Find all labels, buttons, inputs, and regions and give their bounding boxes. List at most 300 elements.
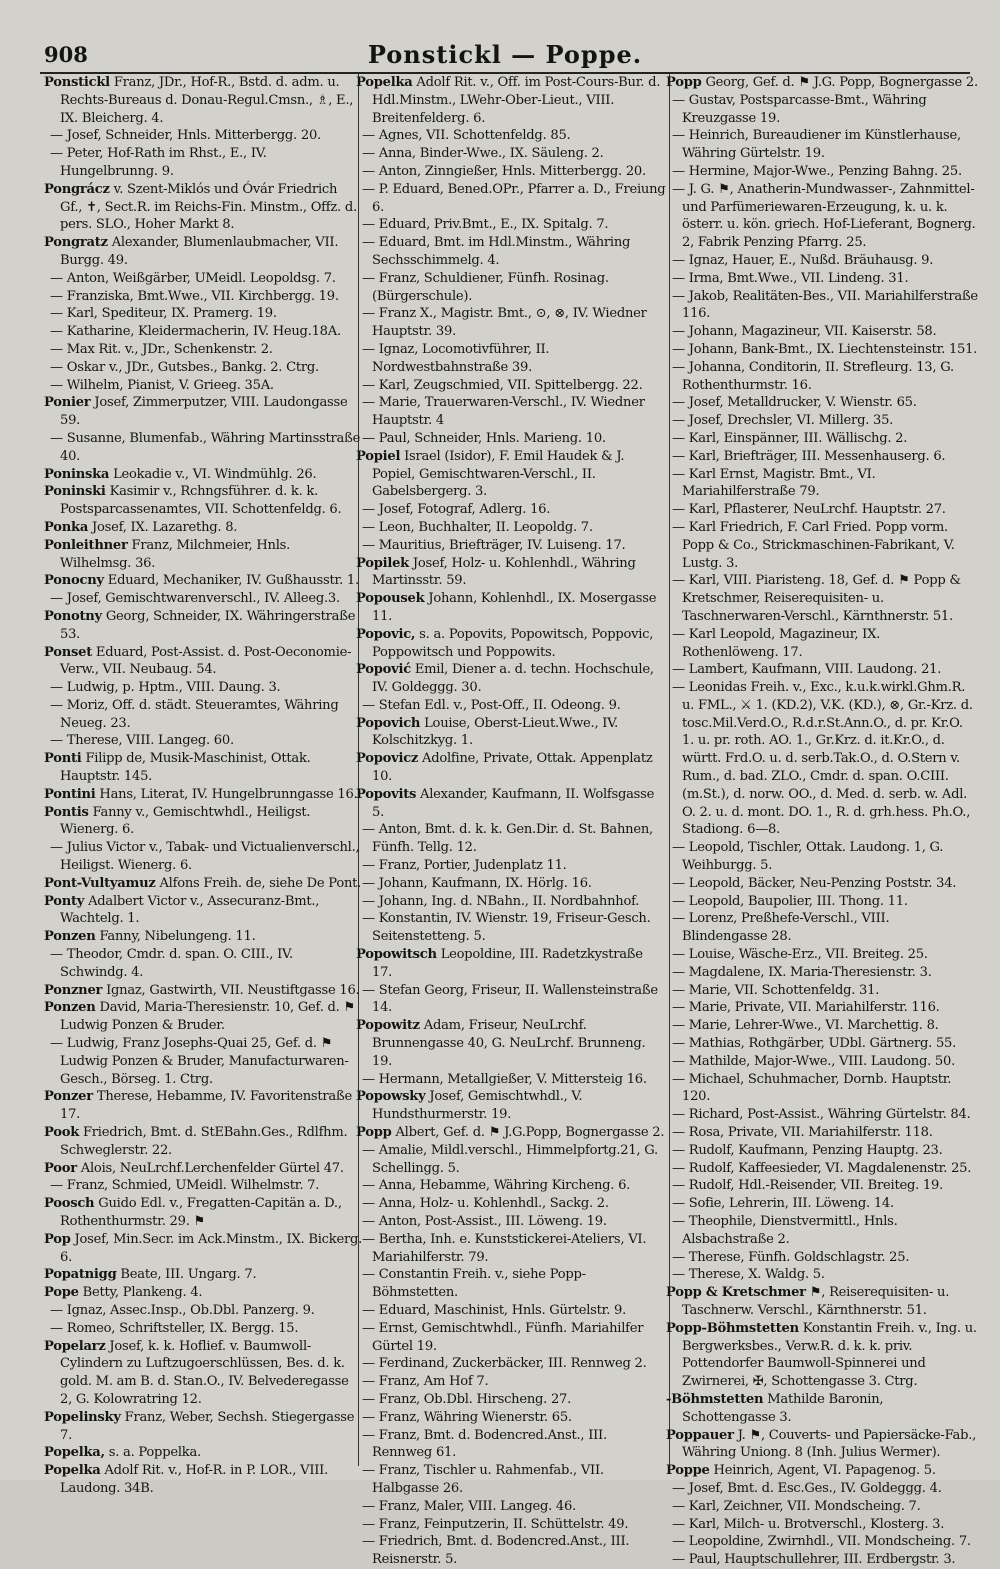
directory-entry [666,1213,978,1249]
directory-entry [356,590,666,626]
entry-details: — Wilhelm, Pianist, V. Grieeg. 35A. [50,377,274,393]
directory-entry [356,982,666,1018]
directory-entry [356,910,666,946]
directory-entry [666,875,978,893]
entry-surname: Poppauer [666,1427,734,1443]
directory-entry [356,1516,666,1534]
directory-entry [666,1195,978,1213]
entry-surname: Popelka [44,1463,101,1479]
entry-details: — Karl, Einspänner, III. Wällischg. 2. [672,430,908,446]
directory-entry [666,341,978,359]
entry-details: — Leopoldine, Zwirnhdl., VII. Mondscheing. 7. [672,1534,971,1550]
entry-details: — Marie, VII. Schottenfeldg. 31. [672,982,880,998]
entry-details: — Karl, Spediteur, IX. Pramerg. 19. [50,306,277,322]
entry-details: — Moriz, Off. d. städt. Steueramtes, Währing Neueg. 23. [50,697,339,731]
entry-details: Eduard, Mechaniker, IV. Gußhausstr. 1. [103,573,359,589]
directory-entry [666,1124,978,1142]
directory-entry [666,501,978,519]
entry-details: — Paul, Schneider, Hnls. Marieng. 10. [362,430,606,446]
entry-details: — Amalie, Mildl.verschl., Himmelpfortg.21, G. Schellingg. 5. [362,1142,658,1176]
entry-surname: Pook [44,1125,80,1141]
entry-details: — Jakob, Realitäten-Bes., VII. Mariahilferstraße 116. [672,288,978,322]
directory-entry [666,982,978,1000]
entry-details: — Karl Friedrich, F. Carl Fried. Popp vorm. Popp & Co., Strickmaschinen-Fabrikant, V. Lustg. 3. [672,519,955,571]
directory-entry [44,270,362,288]
entry-details: — Josef, Gemischtwarenverschl., IV. Alleeg.3. [50,591,340,607]
entry-details: — Agnes, VII. Schottenfeldg. 85. [362,128,571,144]
directory-entry [356,1409,666,1427]
entry-details: — Marie, Private, VII. Mariahilferstr. 116. [672,1000,940,1016]
directory-entry [44,1409,362,1445]
entry-details: v. Szent-Miklós und Óvár Friedrich Gf., ✝, Sect.R. im Reichs-Fin. Minstm., Offz. d. pers. SLO., Hoher Markt 8. [60,181,357,233]
entry-details: — Franz, Währing Wienerstr. 65. [362,1409,572,1425]
entry-details: — Katharine, Kleidermacherin, IV. Heug.18A. [50,324,341,340]
directory-entry [666,288,978,324]
directory-entry [44,537,362,573]
entry-details: Ignaz, Gastwirth, VII. Neustiftgasse 16. [102,982,360,998]
directory-entry [356,1302,666,1320]
entry-details: Josef, Gemischtwhdl., V. Hundsthurmerstr. 19. [372,1089,583,1123]
directory-entry [44,750,362,786]
entry-details: Georg, Gef. d. ⚑ J.G. Popp, Bognergasse 2. [701,75,978,90]
entry-details: — Karl, Pflasterer, NeuLrchf. Hauptstr. 27. [672,502,946,518]
entry-details: Leokadie v., VI. Windmühlg. 26. [109,466,317,482]
entry-details: — Ferdinand, Zuckerbäcker, III. Rennweg 2. [362,1356,647,1372]
entry-surname: Poninski [44,484,106,500]
entry-surname: Popovic, [356,626,416,642]
entry-surname: Popousek [356,591,425,607]
entry-details: Heinrich, Agent, VI. Papagenog. 5. [709,1463,936,1479]
column-3 [666,74,978,1568]
entry-details: — Franziska, Bmt.Wwe., VII. Kirchbergg. 19. [50,288,339,304]
entry-details: Alexander, Blumenlaubmacher, VII. Burgg. 49. [60,235,339,268]
entry-details: — Mauritius, Briefträger, IV. Luiseng. 17. [362,537,626,553]
directory-entry [666,1480,978,1498]
entry-surname: Ponset [44,644,92,660]
entry-surname: Popovits [356,786,417,802]
entry-details: — Constantin Freih. v., siehe Popp-Böhmstetten. [362,1267,586,1301]
entry-details: — Franz, Maler, VIII. Langeg. 46. [362,1498,576,1514]
directory-entry [356,181,666,217]
directory-entry [44,341,362,359]
entry-details: — Franz, Tischler u. Rahmenfab., VII. Halbgasse 26. [362,1463,604,1496]
entry-details: — Leonidas Freih. v., Exc., k.u.k.wirkl.Ghm.R. u. FML., ⚔ 1. (KD.2), V.K. (KD.), ⊗, Gr.-Krz. d. tosc.Mil.Verd.O., R.d.r.St.Ann.O., d. pr. Kr.O. 1. u. pr. roth. AO. 1., Gr.Krz. d. it.Kr.O., d. württ. Frd.O. u. d. serb.Tak.O., d. O.Stern v. Rum., d. bad. ZLO., Cmdr. d. span. O.CIII. (m.St.), d. norw. OO., d. Med. d. serb. w. Adl. O. 2. u. d. mont. DO. 1., R. d. grh.hess. Ph.O., Stadiong. 6—8. [672,680,973,838]
directory-entry [356,715,666,751]
entry-details: — Josef, Metalldrucker, V. Wienstr. 65. [672,395,917,411]
entry-details: — Eduard, Maschinist, Hnls. Gürtelstr. 9. [362,1302,627,1318]
entry-details: — Michael, Schuhmacher, Dornb. Hauptstr. 120. [672,1071,952,1105]
entry-surname: Popovicz [356,751,419,767]
entry-surname: Popp [666,75,702,90]
directory-entry [356,1427,666,1463]
entry-details: Emil, Diener a. d. techn. Hochschule, IV. Goldeggg. 30. [372,662,654,696]
entry-surname: Pongrácz [44,181,110,197]
entry-details: — Theophile, Dienstvermittl., Hnls. Alsbachstraße 2. [672,1214,898,1247]
entry-surname: Popowsky [356,1089,426,1105]
entry-details: — Julius Victor v., Tabak- und Victualienverschl., Heiligst. Wienerg. 6. [50,840,360,874]
entry-details: Beate, III. Ungarg. 7. [116,1267,257,1283]
entry-details: Josef, Min.Secr. im Ack.Minstm., IX. Bickerg. 6. [60,1231,363,1265]
directory-entry [356,697,666,715]
entry-details: — Therese, X. Waldg. 5. [672,1267,825,1283]
directory-entry [44,893,362,929]
entry-details: — Josef, Drechsler, VI. Millerg. 35. [672,413,894,429]
entry-details: Josef, IX. Lazarethg. 8. [88,519,238,535]
directory-entry [356,857,666,875]
directory-entry [44,732,362,750]
directory-entry [44,1320,362,1338]
directory-entry [666,661,978,679]
directory-entry [356,74,666,127]
directory-entry [44,608,362,644]
directory-entry [44,394,362,430]
entry-surname: Popelinsky [44,1409,121,1425]
entry-surname: Poosch [44,1196,95,1212]
entry-details: — Rudolf, Hdl.-Reisender, VII. Breiteg. 19. [672,1178,943,1194]
directory-entry [44,1462,362,1498]
entry-details: — Ignaz, Hauer, E., Nußd. Bräuhausg. 9. [672,252,934,268]
entry-details: Therese, Hebamme, IV. Favoritenstraße 17. [60,1089,352,1123]
entry-surname: Poninska [44,466,110,482]
entry-details: — Karl Ernst, Magistr. Bmt., VI. Mariahilferstraße 79. [672,466,876,500]
directory-entry [356,555,666,591]
entry-details: — Marie, Trauerwaren-Verschl., IV. Wiedner Hauptstr. 4 [362,395,645,429]
directory-entry [356,501,666,519]
directory-entry [356,1231,666,1267]
directory-entry [356,893,666,911]
entry-details: Leopoldine, III. Radetzkystraße 17. [372,947,643,980]
directory-entry [666,1284,978,1320]
entry-details: — Rudolf, Kaufmann, Penzing Hauptg. 23. [672,1142,943,1158]
directory-entry [356,1391,666,1409]
entry-surname: Popović [356,662,411,678]
entry-surname: Popelka [356,75,413,90]
entry-details: — Therese, VIII. Langeg. 60. [50,733,234,749]
directory-entry [666,910,978,946]
entry-surname: Ponzen [44,1000,96,1016]
entry-details: — Karl, Briefträger, III. Messenhauserg. 6. [672,448,946,464]
directory-entry [666,1462,978,1480]
directory-entry [44,288,362,306]
entry-surname: Ponzer [44,1089,93,1105]
entry-details: — Eduard, Bmt. im Hdl.Minstm., Währing Sechsschimmelg. 4. [362,235,631,268]
entry-details: — Johann, Kaufmann, IX. Hörlg. 16. [362,875,592,891]
entry-surname: Ponzner [44,982,103,998]
directory-entry [666,1533,978,1551]
entry-details: Johann, Kohlenhdl., IX. Mosergasse 11. [372,591,657,624]
directory-entry [666,252,978,270]
column-1 [44,74,363,1496]
directory-entry [666,74,978,92]
entry-details: — Ignaz, Locomotivführer, II. Nordwestbahnstraße 39. [362,341,550,375]
entry-details: — Lorenz, Preßhefe-Verschl., VIII. Blindengasse 28. [672,911,890,945]
directory-entry [44,572,362,590]
directory-entry [356,1017,666,1070]
entry-details: — Friedrich, Bmt. d. Bodencred.Anst., III. Reisnerstr. 5. [362,1534,630,1568]
entry-details: — Gustav, Postsparcasse-Bmt., Währing Kreuzgasse 19. [672,92,927,126]
entry-details: — Irma, Bmt.Wwe., VII. Lindeng. 31. [672,270,909,286]
entry-details: Franz, JDr., Hof-R., Bstd. d. adm. u. Rechts-Bureaus d. Donau-Regul.Cmsn., ♗, E., IX. Bleicherg. 4. [60,75,354,126]
directory-entry [44,74,362,127]
entry-details: — Ludwig, Franz Josephs-Quai 25, Gef. d. ⚑ Ludwig Ponzen & Bruder, Manufacturwaren-Gesch., Börseg. 1. Ctrg. [50,1036,349,1087]
entry-details: — Anton, Bmt. d. k. k. Gen.Dir. d. St. Bahnen, Fünfh. Tellg. 12. [362,822,653,856]
entry-surname: Ponstickl [44,75,110,90]
directory-entry [356,216,666,234]
directory-entry [356,946,666,982]
entry-surname: Ponti [44,751,82,767]
entry-details: — Johanna, Conditorin, II. Strefleurg. 13, G. Rothenthurmstr. 16. [672,359,954,393]
directory-entry [44,644,362,680]
entry-details: J. ⚑, Couverts- und Papiersäcke-Fab., Währing Uniong. 8 (Inh. Julius Wermer). [682,1427,977,1461]
entry-details: — Rudolf, Kaffeesieder, VI. Magdalenenstr. 25. [672,1160,972,1176]
directory-entry [666,1177,978,1195]
entry-details: Josef, Zimmerputzer, VIII. Laudongasse 59. [60,395,348,429]
directory-entry [666,1249,978,1267]
entry-details: Kasimir v., Rchngsführer. d. k. k. Postsparcassenamtes, VII. Schottenfeldg. 6. [60,484,342,518]
directory-entry [356,234,666,270]
directory-entry [666,1427,978,1463]
entry-details: Guido Edl. v., Fregatten-Capitän a. D., Rothenthurmstr. 29. ⚑ [60,1196,342,1229]
directory-entry [356,661,666,697]
directory-entry [356,1462,666,1498]
entry-details: — Johann, Magazineur, VII. Kaiserstr. 58. [672,324,937,340]
directory-entry [356,1355,666,1373]
entry-details: — Franz, Schuldiener, Fünfh. Rosinag. (Bürgerschule). [362,270,609,304]
directory-entry [666,1266,978,1284]
entry-details: Adolf Rit. v., Off. im Post-Cours-Bur. d. Hdl.Minstm., LWehr-Ober-Lieut., VIII. Breitenfelderg. 6. [372,75,661,126]
directory-entry [666,1320,978,1391]
directory-entry [44,323,362,341]
directory-entry [44,519,362,537]
entry-details: — Franz, Schmied, UMeidl. Wilhelmstr. 7. [50,1178,320,1194]
directory-entry [666,1053,978,1071]
directory-entry [356,1373,666,1391]
entry-details: Konstantin Freih. v., Ing. u. Bergwerksbes., Verw.R. d. k. k. priv. Pottendorfer Baumwoll-Spinnerei und Zwirnerei, ✠, Schottengasse 3. Ctrg. [682,1320,977,1390]
directory-entry [666,181,978,252]
directory-entry [666,270,978,288]
entry-details: Josef, k. k. Hoflief. v. Baumwoll-Cylindern zu Luftzugoerschlüssen, Bes. d. k. gold. M. am B. d. Stan.O., IV. Belvederegasse 2, G. Kolowratring 12. [60,1338,349,1407]
entry-details: — Karl, Milch- u. Brotverschl., Klosterg. 3. [672,1516,945,1532]
entry-surname: Ponka [44,519,89,535]
directory-entry [44,1088,362,1124]
column-2 [356,74,666,1568]
directory-entry [356,1320,666,1356]
directory-entry [356,1195,666,1213]
directory-entry [356,519,666,537]
entry-details: — Hermine, Major-Wwe., Penzing Bahng. 25. [672,163,962,179]
entry-details: — Karl Leopold, Magazineur, IX. Rothenlöweng. 17. [672,626,881,660]
directory-entry [44,1284,362,1302]
directory-entry [356,127,666,145]
entry-details: — Karl, VIII. Piaristeng. 18, Gef. d. ⚑ Popp & Kretschmer, Reiserequisiten- u. Taschnerwaren-Verschl., Kärnthnerstr. 51. [672,573,961,624]
entry-details: — Paul, Hauptschullehrer, III. Erdbergstr. 3. [672,1552,956,1568]
entry-details: — Hermann, Metallgießer, V. Mittersteig 16. [362,1071,647,1087]
directory-entry [666,839,978,875]
entry-details: — Max Rit. v., JDr., Schenkenstr. 2. [50,341,273,357]
entry-details: — Karl, Zeugschmied, VII. Spittelbergg. 22. [362,377,643,393]
directory-entry [356,1088,666,1124]
running-title: Ponstickl — Poppe. [367,40,643,69]
directory-entry [666,359,978,395]
directory-entry [666,323,978,341]
entry-details: — Theodor, Cmdr. d. span. O. CIII., IV. Schwindg. 4. [50,947,293,980]
directory-entry [44,946,362,982]
entry-surname: Poor [44,1160,77,1176]
directory-entry [356,626,666,662]
entry-details: David, Maria-Theresienstr. 10, Gef. d. ⚑ Ludwig Ponzen & Bruder. [60,1000,355,1034]
directory-entry [356,448,666,501]
entry-details: Fanny, Nibelungeng. 11. [95,929,256,945]
directory-entry [44,181,362,234]
entry-details: — Lambert, Kaufmann, VIII. Laudong. 21. [672,662,942,678]
directory-entry [666,964,978,982]
entry-details: — P. Eduard, Bened.OPr., Pfarrer a. D., Freiung 6. [362,181,666,215]
directory-entry [666,1160,978,1178]
entry-details: Georg, Schneider, IX. Währingerstraße 53. [60,608,356,642]
entry-details: — Peter, Hof-Rath im Rhst., E., IV. Hungelbrunng. 9. [50,146,267,179]
directory-entry [666,1516,978,1534]
directory-entry [666,1498,978,1516]
entry-details: Adalbert Victor v., Assecuranz-Bmt., Wachtelg. 1. [60,893,320,927]
entry-details: — Franz, Ob.Dbl. Hirscheng. 27. [362,1391,572,1407]
entry-details: — Oskar v., JDr., Gutsbes., Bankg. 2. Ctrg. [50,359,319,375]
directory-entry [356,1213,666,1231]
directory-entry [44,234,362,270]
page-header [40,40,970,74]
directory-entry [44,1124,362,1160]
directory-entry [44,999,362,1035]
entry-surname: Pongratz [44,235,108,251]
entry-details: Adam, Friseur, NeuLrchf. Brunnengasse 40, G. NeuLrchf. Brunneng. 19. [372,1018,646,1069]
directory-entry [44,1160,362,1178]
directory-entry [356,341,666,377]
entry-details: Josef, Holz- u. Kohlenhdl., Währing Martinsstr. 59. [372,555,636,589]
entry-details: Louise, Oberst-Lieut.Wwe., IV. Kolschitzkyg. 1. [372,715,619,749]
directory-entry [666,1017,978,1035]
directory-entry [666,412,978,430]
entry-details: — Anton, Zinngießer, Hnls. Mitterbergg. 20. [362,163,646,179]
entry-details: Alexander, Kaufmann, II. Wolfsgasse 5. [372,786,655,820]
directory-entry [356,305,666,341]
entry-details: — Franz, Portier, Judenplatz 11. [362,858,567,874]
directory-entry [44,1177,362,1195]
entry-details: — Stefan Georg, Friseur, II. Wallensteinstraße 14. [362,982,658,1016]
entry-details: Adolfine, Private, Ottak. Appenplatz 10. [372,751,653,785]
entry-surname: Popp & Kretschmer [666,1285,806,1301]
entry-details: — Johann, Bank-Bmt., IX. Liechtensteinstr. 151. [672,341,978,357]
entry-details: — Mathilde, Major-Wwe., VIII. Laudong. 50. [672,1053,955,1069]
entry-surname: Popelka, [44,1445,105,1461]
entry-details: Mathilde Baronin, Schottengasse 3. [682,1391,884,1425]
entry-surname: Pontini [44,786,96,802]
entry-details: — Anna, Hebamme, Währing Kircheng. 6. [362,1178,631,1194]
directory-entry [44,1302,362,1320]
entry-details: — Susanne, Blumenfab., Währing Martinsstraße 40. [50,430,361,464]
directory-entry [356,145,666,163]
entry-surname: Ponleithner [44,537,128,553]
directory-entry [666,448,978,466]
directory-entry [666,519,978,572]
directory-entry [356,1142,666,1178]
entry-details: — Leopold, Bäcker, Neu-Penzing Poststr. 34. [672,875,957,891]
entry-details: — Johann, Ing. d. NBahn., II. Nordbahnhof. [362,893,640,909]
entry-details: — Anton, Weißgärber, UMeidl. Leopoldsg. 7. [50,270,336,286]
entry-surname: Popovich [356,715,421,731]
entry-details: Albert, Gef. d. ⚑ J.G.Popp, Bognergasse 2. [391,1125,665,1141]
entry-surname: Popowitz [356,1018,420,1034]
entry-details: — Franz, Feinputzerin, II. Schüttelstr. 49. [362,1516,629,1532]
directory-entry [44,839,362,875]
entry-details: — Therese, Fünfh. Goldschlagstr. 25. [672,1249,910,1265]
entry-details: Israel (Isidor), F. Emil Haudek & J. Popiel, Gemischtwaren-Verschl., II. Gabelsbergerg. 3. [372,448,625,500]
entry-surname: Popowitsch [356,947,437,963]
entry-details: — Leopold, Baupolier, III. Thong. 11. [672,893,908,909]
entry-details: — Heinrich, Bureaudiener im Künstlerhause, Währing Gürtelstr. 19. [672,128,961,162]
directory-entry [44,1266,362,1284]
entry-details: — Anton, Post-Assist., III. Löweng. 19. [362,1214,607,1229]
entry-details: Adolf Rit. v., Hof-R. in P. LOR., VIII. Laudong. 34B. [60,1463,329,1496]
entry-surname: Popp [356,1125,392,1141]
directory-entry [44,359,362,377]
directory-entry [44,697,362,733]
directory-entry [356,786,666,822]
entry-surname: Ponotny [44,608,102,624]
directory-entry [666,92,978,128]
directory-entry [666,1071,978,1107]
directory-entry [666,946,978,964]
entry-details: — Franz X., Magistr. Bmt., ⊙, ⊗, IV. Wiedner Hauptstr. 39. [362,306,647,340]
page-number: 908 [44,42,88,67]
entry-details: — Anna, Holz- u. Kohlenhdl., Sackg. 2. [362,1196,609,1212]
directory-entry [666,127,978,163]
entry-details: s. a. Popovits, Popowitsch, Poppovic, Poppowitsch und Poppowits. [372,626,654,660]
directory-entry [44,1444,362,1462]
directory-entry [666,893,978,911]
entry-details: Hans, Literat, IV. Hungelbrunngasse 16. [95,786,358,802]
directory-entry [666,572,978,625]
directory-entry [666,679,978,839]
directory-entry [666,1391,978,1427]
entry-details: — Konstantin, IV. Wienstr. 19, Friseur-Gesch. Seitenstetteng. 5. [362,911,651,945]
entry-details: — Leon, Buchhalter, II. Leopoldg. 7. [362,519,593,535]
directory-entry [666,466,978,502]
entry-details: — Josef, Bmt. d. Esc.Ges., IV. Goldeggg. 4. [672,1480,942,1496]
entry-details: Friedrich, Bmt. d. StEBahn.Ges., Rdlfhm. Schweglerstr. 22. [60,1125,348,1158]
directory-entry [666,163,978,181]
directory-entry [356,1124,666,1142]
entry-details: — Marie, Lehrer-Wwe., VI. Marchettig. 8. [672,1018,939,1034]
entry-details: — Rosa, Private, VII. Mariahilferstr. 118. [672,1125,933,1141]
directory-entry [666,626,978,662]
directory-entry [356,875,666,893]
directory-entry [356,163,666,181]
directory-entry [356,1071,666,1089]
entry-details: Fanny v., Gemischtwhdl., Heiligst. Wienerg. 6. [60,804,311,838]
entry-details: — Stefan Edl. v., Post-Off., II. Odeong. 9. [362,697,621,713]
entry-details: — Richard, Post-Assist., Währing Gürtelstr. 84. [672,1107,971,1123]
directory-entry [356,377,666,395]
directory-entry [44,786,362,804]
entry-details: — Sofie, Lehrerin, III. Löweng. 14. [672,1196,894,1212]
entry-details: Alois, NeuLrchf.Lerchenfelder Gürtel 47. [76,1160,344,1176]
entry-surname: Ponzen [44,929,96,945]
directory-entry [666,1035,978,1053]
directory-entry [44,377,362,395]
directory-entry [666,1106,978,1124]
entry-details: — Franz, Am Hof 7. [362,1374,489,1390]
directory-entry [44,483,362,519]
directory-entry [356,821,666,857]
